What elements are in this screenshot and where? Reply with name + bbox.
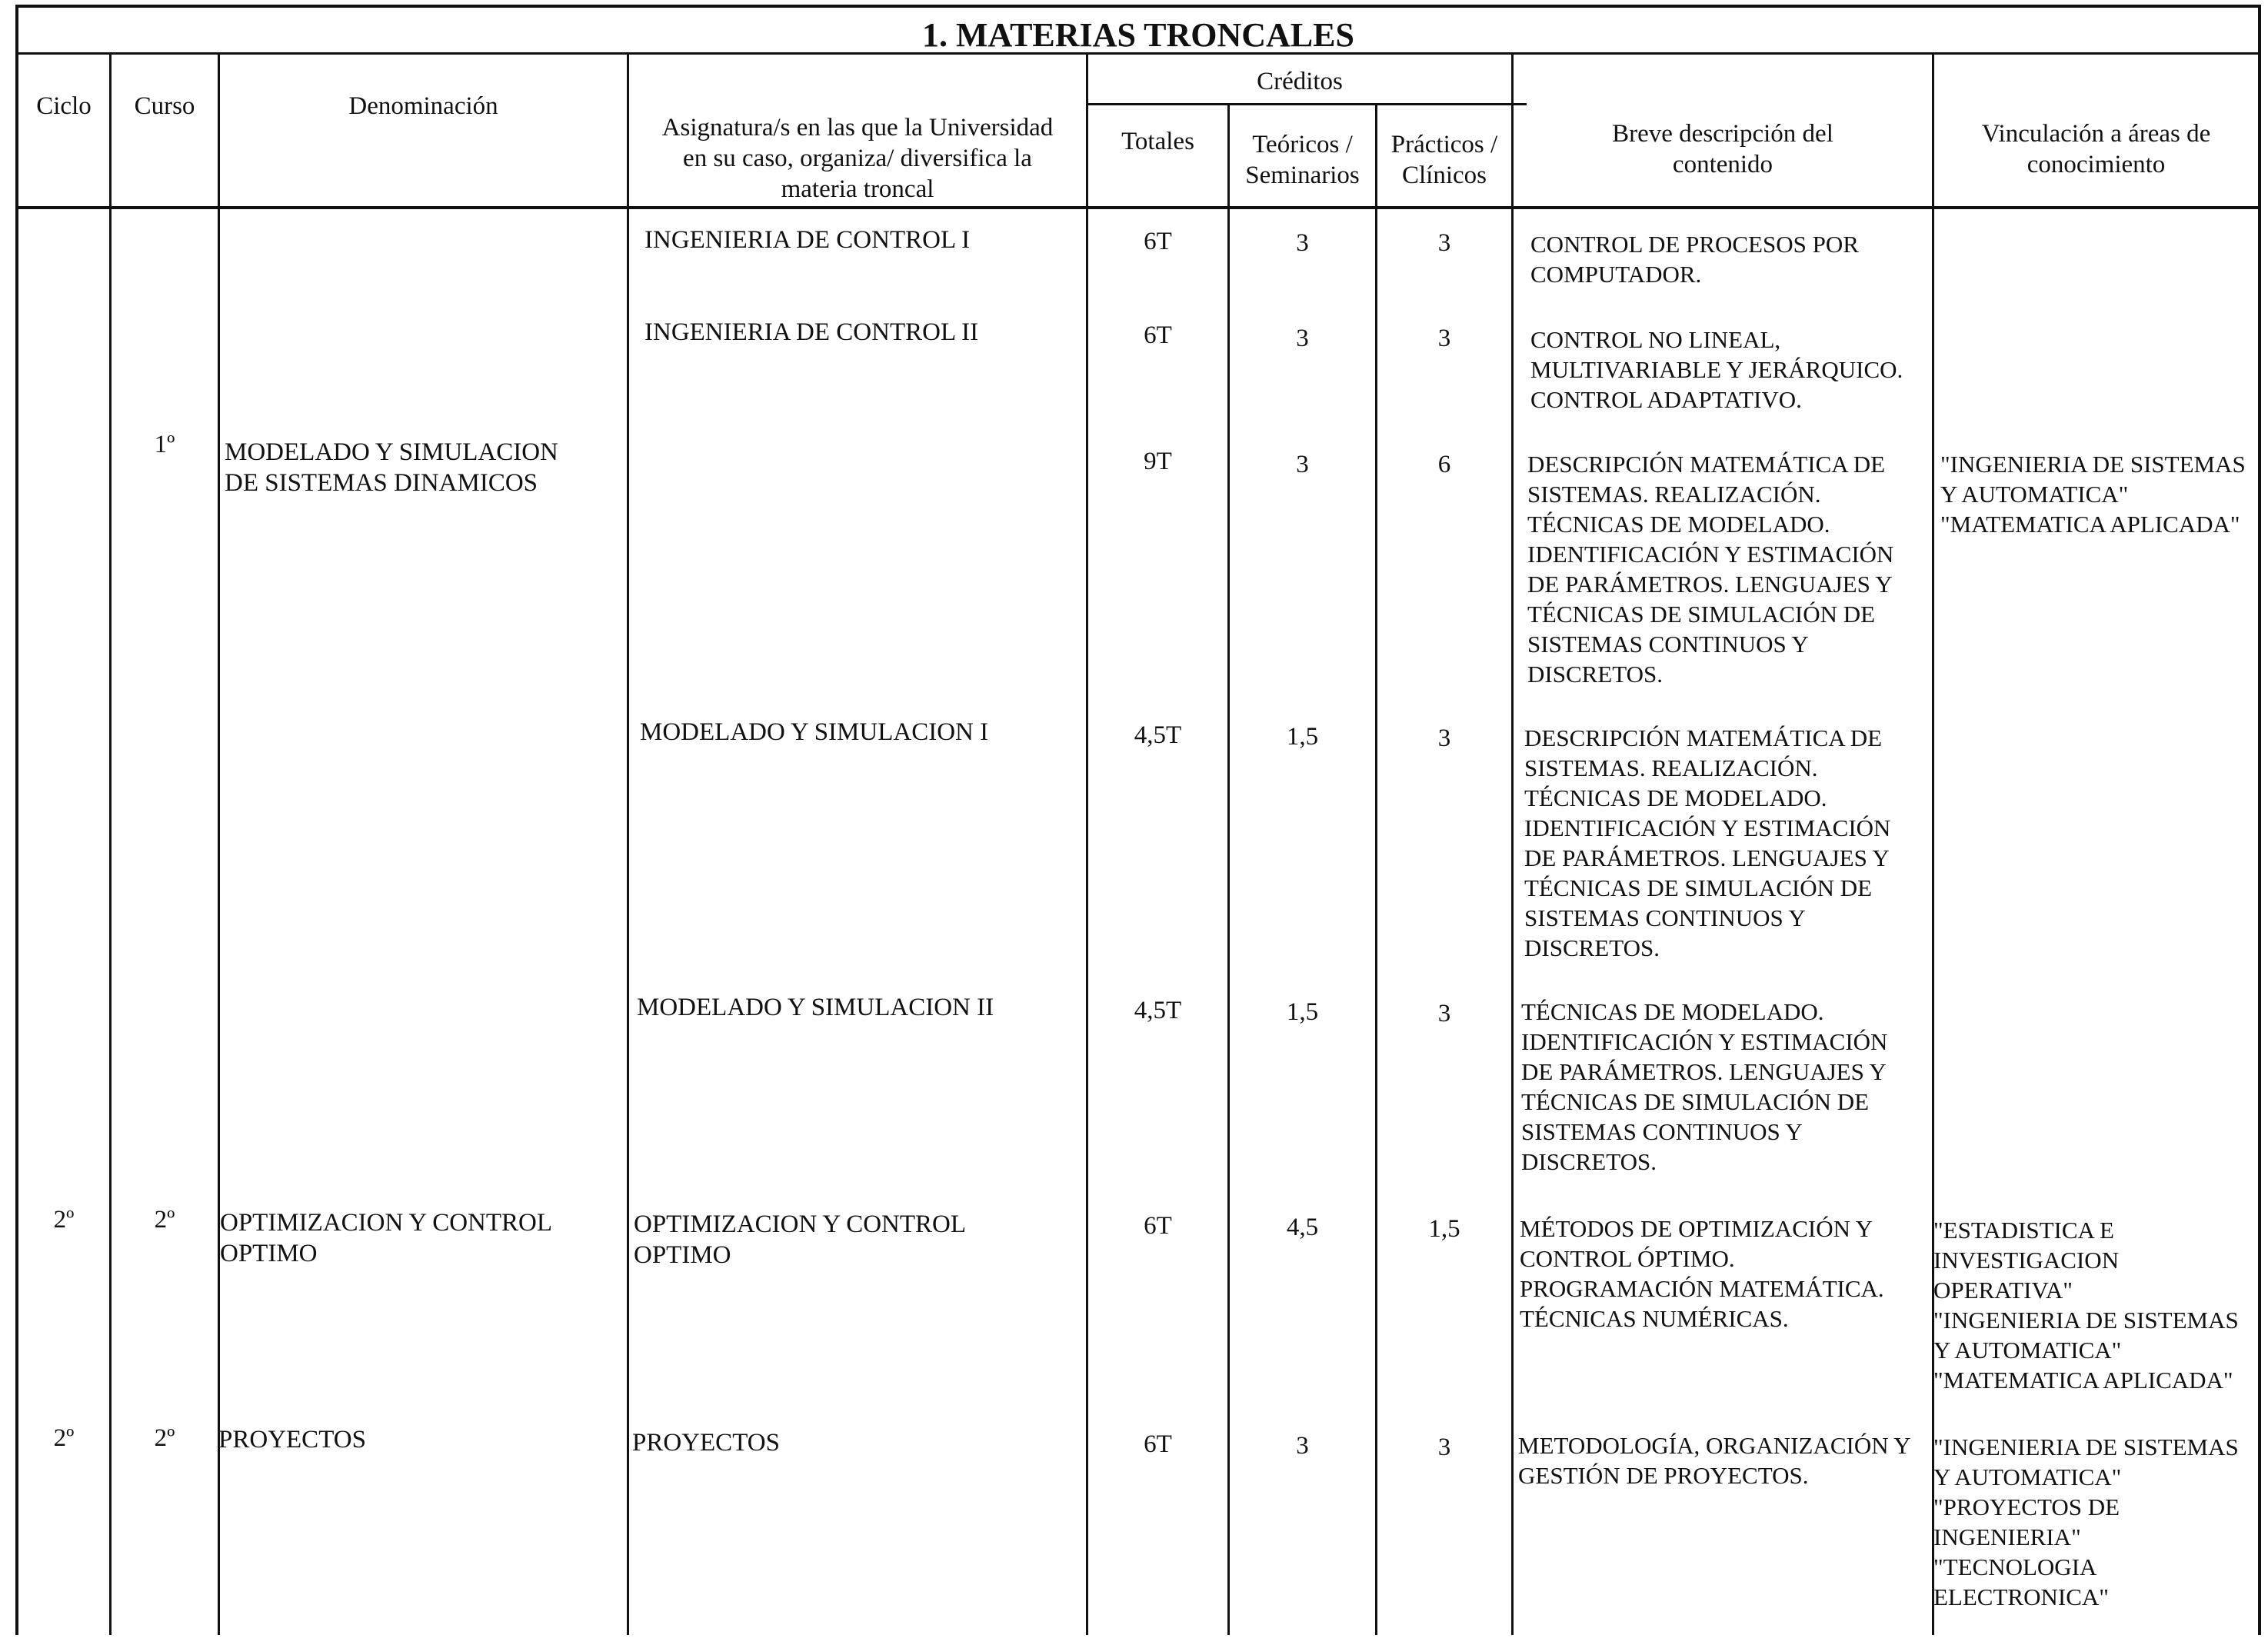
group-2-curso: 2º [154, 1424, 175, 1452]
group-0-vinculacion: "INGENIERIA DE SISTEMAS Y AUTOMATICA" "MATEMATICA APLICADA" [1940, 451, 2246, 538]
row-2-0-totales: 6T [1144, 1430, 1172, 1458]
group-2-ciclo: 2º [53, 1424, 75, 1452]
header-totales: Totales [1121, 128, 1194, 155]
row-0-0-asignatura: INGENIERIA DE CONTROL I [644, 226, 971, 254]
header-asignaturas: Asignatura/s en las que la Universidad en su caso, organiza/ diversifica la materia troncal [661, 114, 1054, 203]
group-2-denominacion: PROYECTOS [218, 1426, 366, 1454]
group-1-ciclo: 2º [53, 1206, 75, 1234]
row-0-1-descripcion: CONTROL NO LINEAL, MULTIVARIABLE Y JERÁRQUICO. CONTROL ADAPTATIVO. [1530, 326, 1903, 413]
col-divider-denominacion [627, 52, 629, 1635]
row-0-0-descripcion: CONTROL DE PROCESOS POR COMPUTADOR. [1530, 231, 1859, 288]
row-2-0-practicos: 3 [1437, 1434, 1451, 1461]
row-0-3-asignatura: MODELADO Y SIMULACION I [640, 718, 989, 746]
row-0-4-totales: 4,5T [1134, 997, 1182, 1024]
group-2-vinculacion: "INGENIERIA DE SISTEMAS Y AUTOMATICA" "PROYECTOS DE INGENIERIA" "TECNOLOGIA ELECTRONICA" [1933, 1434, 2239, 1610]
row-0-0-totales: 6T [1144, 228, 1172, 255]
row-2-0-descripcion: METODOLOGÍA, ORGANIZACIÓN Y GESTIÓN DE PROYECTOS. [1518, 1432, 1911, 1489]
row-0-4-asignatura: MODELADO Y SIMULACION II [637, 994, 994, 1021]
row-1-0-asignatura: OPTIMIZACION Y CONTROL OPTIMO [634, 1210, 967, 1269]
row-0-3-practicos: 3 [1437, 724, 1451, 752]
creditos-underline [1088, 103, 1527, 105]
row-2-0-asignatura: PROYECTOS [632, 1429, 780, 1457]
col-divider-curso [218, 52, 220, 1635]
row-0-2-practicos: 6 [1437, 451, 1451, 478]
header-descripcion: Breve descripción del contenido [1612, 120, 1833, 178]
row-0-3-descripcion: DESCRIPCIÓN MATEMÁTICA DE SISTEMAS. REALIZACIÓN. TÉCNICAS DE MODELADO. IDENTIFICACIÓN Y ESTIMACIÓN DE PARÁMETROS. LENGUAJES Y TÉCNICAS DE SIMULACIÓN DE SISTEMAS CONTINUOS Y DISCRETOS. [1524, 724, 1891, 961]
materias-troncales-table [15, 5, 2261, 1635]
table-right-border [2258, 5, 2261, 1635]
table-top-border [15, 5, 2261, 8]
row-1-0-practicos: 1,5 [1428, 1215, 1460, 1243]
header-curso: Curso [134, 92, 195, 120]
header-denominacion: Denominación [348, 92, 498, 120]
header-ciclo: Ciclo [36, 92, 92, 120]
row-0-4-practicos: 3 [1437, 1000, 1451, 1027]
col-divider-descripcion [1932, 52, 1934, 1635]
row-2-0-teoricos: 3 [1296, 1432, 1309, 1460]
header-vinculacion: Vinculación a áreas de conocimiento [1981, 120, 2211, 178]
row-0-1-asignatura: INGENIERIA DE CONTROL II [644, 318, 979, 346]
row-1-0-teoricos: 4,5 [1286, 1214, 1319, 1241]
col-divider-practicos [1511, 52, 1514, 1635]
table-title: 1. MATERIAS TRONCALES [922, 16, 1354, 54]
row-0-0-practicos: 3 [1437, 229, 1451, 257]
row-0-1-practicos: 3 [1437, 325, 1451, 352]
row-0-2-descripcion: DESCRIPCIÓN MATEMÁTICA DE SISTEMAS. REALIZACIÓN. TÉCNICAS DE MODELADO. IDENTIFICACIÓN Y ESTIMACIÓN DE PARÁMETROS. LENGUAJES Y TÉCNICAS DE SIMULACIÓN DE SISTEMAS CONTINUOS Y DISCRETOS. [1527, 451, 1894, 688]
header-bottom-rule [15, 206, 2261, 209]
row-0-1-teoricos: 3 [1296, 325, 1309, 352]
header-teoricos: Teóricos / Seminarios [1245, 131, 1360, 189]
header-practicos: Prácticos / Clínicos [1390, 131, 1498, 189]
row-0-2-totales: 9T [1144, 448, 1172, 475]
group-1-denominacion: OPTIMIZACION Y CONTROL OPTIMO [220, 1209, 553, 1267]
header-creditos: Créditos [1257, 68, 1343, 95]
group-0-curso: 1º [154, 431, 175, 458]
row-0-4-descripcion: TÉCNICAS DE MODELADO. IDENTIFICACIÓN Y ESTIMACIÓN DE PARÁMETROS. LENGUAJES Y TÉCNICAS DE SIMULACIÓN DE SISTEMAS CONTINUOS Y DISCRETOS. [1521, 998, 1888, 1175]
row-1-0-descripcion: MÉTODOS DE OPTIMIZACIÓN Y CONTROL ÓPTIMO. PROGRAMACIÓN MATEMÁTICA. TÉCNICAS NUMÉRICAS. [1520, 1215, 1884, 1332]
row-0-3-totales: 4,5T [1134, 721, 1182, 749]
group-1-curso: 2º [154, 1206, 175, 1234]
row-0-1-totales: 6T [1144, 321, 1172, 349]
col-divider-asignaturas [1086, 52, 1088, 1635]
row-0-0-teoricos: 3 [1296, 229, 1309, 257]
group-1-vinculacion: "ESTADISTICA E INVESTIGACION OPERATIVA" "INGENIERIA DE SISTEMAS Y AUTOMATICA" "MATEMATICA APLICADA" [1933, 1217, 2239, 1394]
row-0-4-teoricos: 1,5 [1286, 998, 1319, 1026]
row-1-0-totales: 6T [1144, 1212, 1172, 1240]
table-left-border [15, 5, 18, 1635]
group-0-denominacion: MODELADO Y SIMULACION DE SISTEMAS DINAMICOS [225, 438, 558, 497]
col-divider-ciclo [109, 52, 112, 1635]
row-0-2-teoricos: 3 [1296, 451, 1309, 478]
row-0-3-teoricos: 1,5 [1286, 723, 1319, 751]
